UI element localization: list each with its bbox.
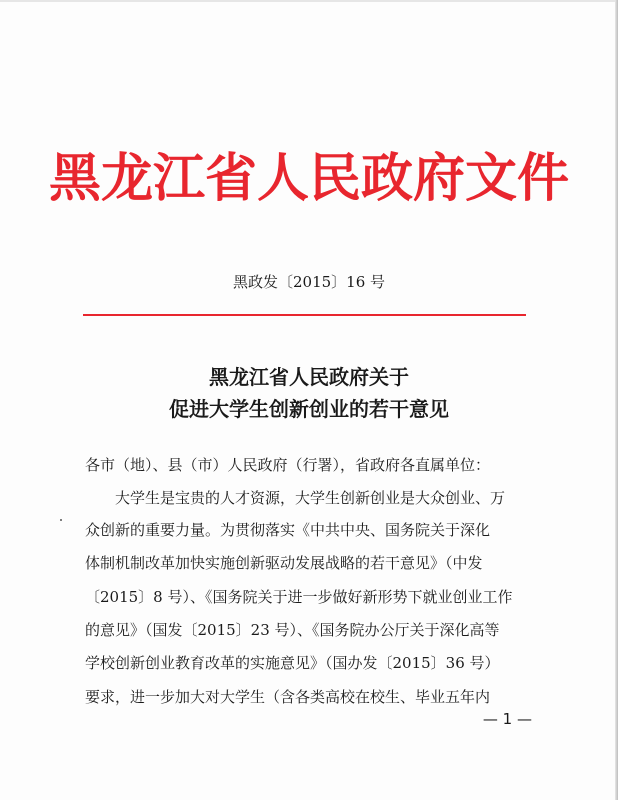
document-title-line-1: 黑龙江省人民政府关于 — [209, 365, 409, 389]
page-number: — 1 — — [482, 710, 532, 728]
document-masthead: 黑龙江省人民政府文件 — [48, 149, 569, 209]
red-divider-rule — [83, 314, 526, 316]
scan-speck — [60, 519, 62, 521]
body-text-line: 体制机制改革加快实施创新驱动发展战略的若干意见》（中发 — [85, 554, 483, 572]
scan-edge-top — [0, 0, 618, 2]
body-text-line: 要求，进一步加大对大学生（含各类高校在校生、毕业五年内 — [85, 688, 491, 706]
body-text-line: 〔2015〕8 号）、《国务院关于进一步做好新形势下就业创业工作 — [85, 588, 513, 606]
body-text-line: 学校创新创业教育改革的实施意见》（国办发〔2015〕36 号） — [85, 654, 500, 672]
body-text-line: 大学生是宝贵的人才资源，大学生创新创业是大众创业、万 — [115, 489, 506, 507]
salutation: 各市（地）、县（市）人民政府（行署），省政府各直属单位： — [85, 456, 491, 474]
document-number: 黑政发〔2015〕16 号 — [232, 273, 386, 291]
body-text-line: 众创新的重要力量。为贯彻落实《中共中央、国务院关于深化 — [85, 521, 491, 539]
body-text-line: 的意见》（国发〔2015〕23 号）、《国务院办公厅关于深化高等 — [85, 621, 500, 639]
document-title-line-2: 促进大学生创新创业的若干意见 — [169, 397, 449, 421]
